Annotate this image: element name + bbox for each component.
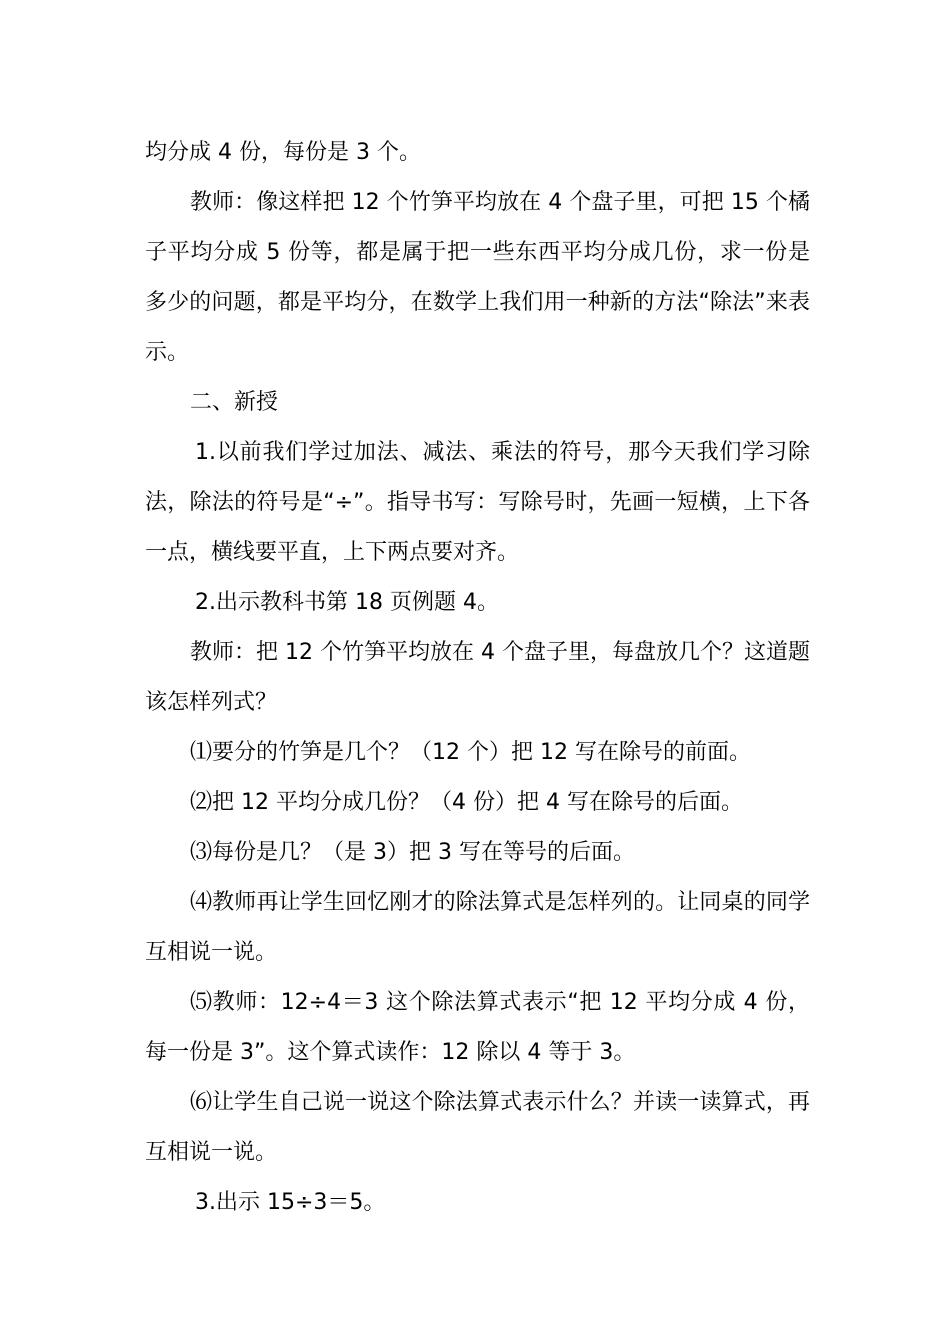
document-body: [145, 128, 810, 1228]
paragraph-teacher-intro: 教师：像这样把 12 个竹笋平均放在 4 个盘子里，可把 15 个橘子平均分成 5 份等，都是属于把一些东西平均分成几份，求一份是多少的问题，都是平均分，在数学上我们用一种新的方法“除法”来表示。: [145, 190, 810, 365]
list-item-1: ⑴要分的竹笋是几个？（12 个）把 12 写在除号的前面。: [190, 740, 751, 765]
list-item-6: ⑹让学生自己说一说这个除法算式表示什么？并读一读算式，再互相说一说。: [145, 1090, 810, 1165]
list-item-2: ⑵把 12 平均分成几份？（4 份）把 4 写在除号的后面。: [190, 790, 743, 815]
list-item-3: ⑶每份是几？（是 3）把 3 写在等号的后面。: [190, 840, 635, 865]
list-item-4: ⑷教师再让学生回忆刚才的除法算式是怎样列的。让同桌的同学互相说一说。: [145, 890, 810, 965]
paragraph-continuation: 均分成 4 份，每份是 3 个。: [145, 140, 421, 165]
list-item-5: ⑸教师：12÷4＝3 这个除法算式表示“把 12 平均分成 4 份，每一份是 3”。这个算式读作：12 除以 4 等于 3。: [145, 990, 810, 1065]
paragraph-teacher-question: 教师：把 12 个竹笋平均放在 4 个盘子里，每盘放几个？这道题该怎样列式？: [145, 640, 810, 715]
section-heading-new-lesson: 二、新授: [190, 390, 279, 415]
paragraph-division-symbol: 1.以前我们学过加法、减法、乘法的符号，那今天我们学习除法，除法的符号是“÷”。指导书写：写除号时，先画一短横，上下各一点，横线要平直，上下两点要对齐。: [145, 440, 810, 565]
paragraph-example-4: 2.出示教科书第 18 页例题 4。: [195, 590, 499, 615]
paragraph-show-15-div-3: 3.出示 15÷3＝5。: [195, 1190, 386, 1215]
